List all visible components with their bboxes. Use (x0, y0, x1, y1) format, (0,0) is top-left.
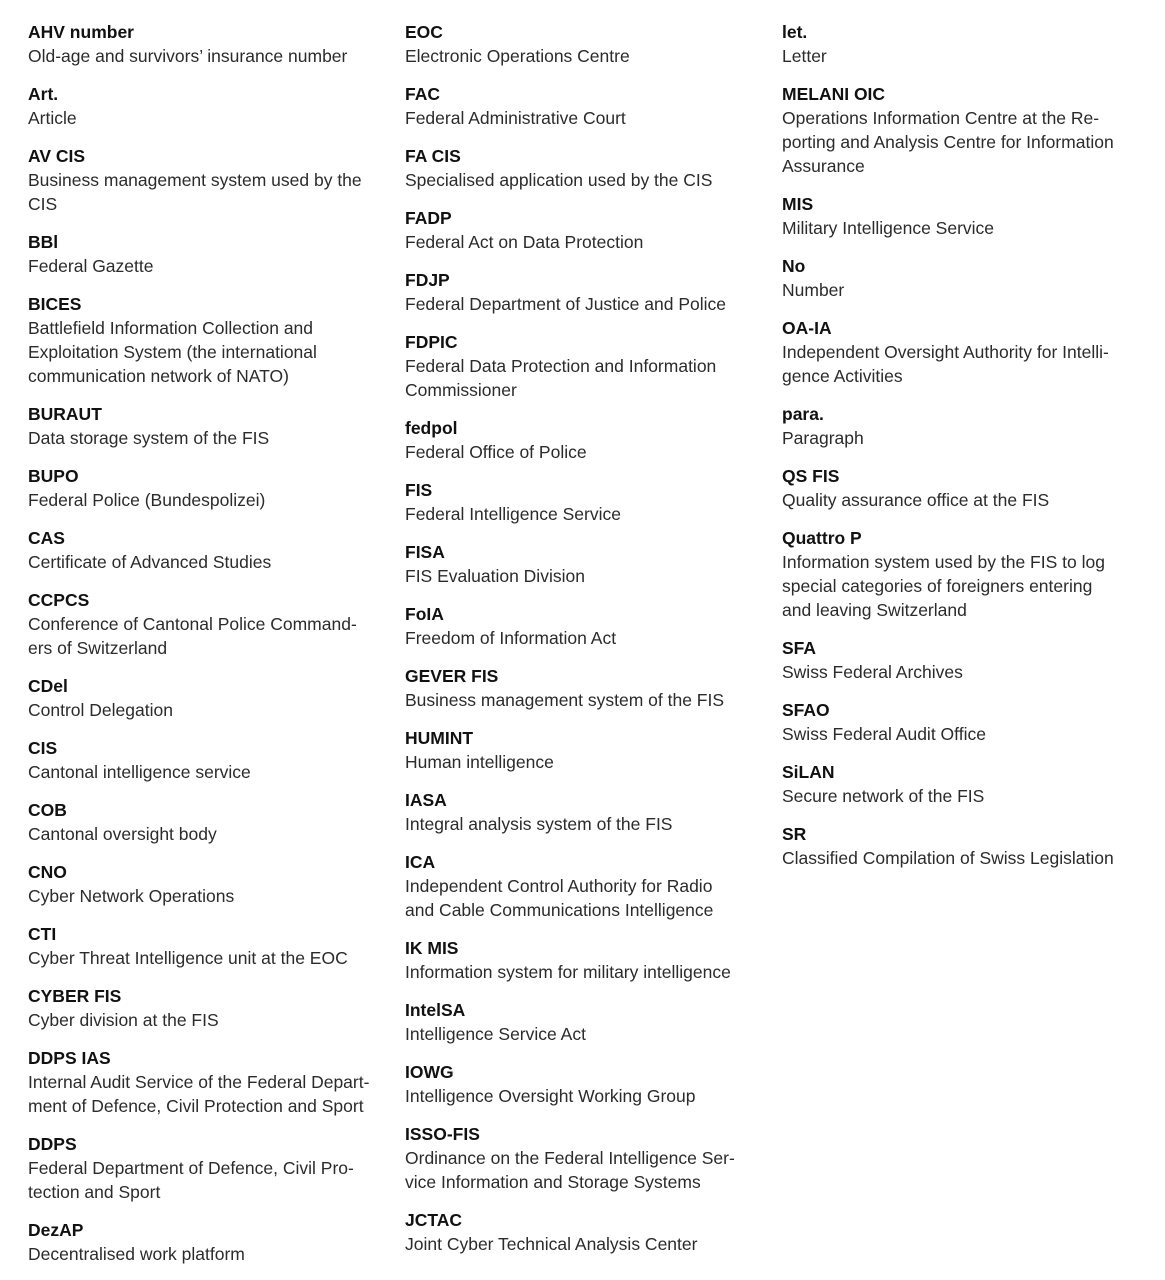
abbreviation-definition-line: Freedom of Information Act (405, 628, 617, 648)
abbreviation-term: FISA (405, 542, 445, 562)
glossary-entry (28, 464, 378, 512)
abbreviation-term: OA-IA (782, 318, 832, 338)
abbreviation-definition-line: and leaving Switzerland (782, 600, 967, 620)
abbreviation-term: SR (782, 824, 807, 844)
abbreviation-definition-line: Swiss Federal Audit Office (782, 724, 986, 744)
abbreviation-term: IntelSA (405, 1000, 466, 1020)
glossary-entry (405, 1060, 755, 1108)
abbreviation-definition-line: Old-age and survivors’ insurance number (28, 46, 348, 66)
glossary-entry (405, 268, 755, 316)
abbreviation-term: para. (782, 404, 824, 424)
glossary-entry (405, 726, 755, 774)
abbreviation-definition-line: Military Intelligence Service (782, 218, 995, 238)
glossary-entry (782, 464, 1132, 512)
glossary-column-2 (405, 20, 755, 1270)
glossary-entry (782, 526, 1132, 622)
abbreviation-term: BBl (28, 232, 59, 252)
abbreviation-definition-line: Independent Oversight Authority for Intelli- (782, 342, 1109, 362)
abbreviation-definition-line: ers of Switzerland (28, 638, 168, 658)
glossary-entry (782, 760, 1132, 808)
abbreviation-term: FIS (405, 480, 433, 500)
abbreviation-definition-line: Conference of Cantonal Police Command- (28, 614, 357, 634)
glossary-entry (28, 20, 378, 68)
glossary-entry (28, 1132, 378, 1204)
abbreviation-definition-line: Intelligence Service Act (405, 1024, 586, 1044)
abbreviation-term: DDPS IAS (28, 1048, 111, 1068)
abbreviation-term: FAC (405, 84, 440, 104)
abbreviation-term: DezAP (28, 1220, 84, 1240)
abbreviation-definition-line: Federal Act on Data Protection (405, 232, 644, 252)
glossary-entry (782, 822, 1132, 870)
abbreviation-term: BUPO (28, 466, 79, 486)
glossary-entry (28, 1218, 378, 1266)
glossary-entry (782, 82, 1132, 178)
glossary-entry (405, 540, 755, 588)
abbreviation-term: ISSO-FIS (405, 1124, 480, 1144)
glossary-entry (405, 478, 755, 526)
abbreviation-definition-line: Classified Compilation of Swiss Legislation (782, 848, 1114, 868)
glossary-entry (405, 206, 755, 254)
abbreviation-definition-line: gence Activities (782, 366, 903, 386)
abbreviation-term: IASA (405, 790, 447, 810)
glossary-entry (28, 292, 378, 388)
abbreviation-definition-line: Specialised application used by the CIS (405, 170, 713, 190)
abbreviation-definition-line: Quality assurance office at the FIS (782, 490, 1050, 510)
glossary-entry (405, 416, 755, 464)
abbreviation-term: FDJP (405, 270, 450, 290)
glossary-entry (28, 82, 378, 130)
abbreviation-term: SFA (782, 638, 817, 658)
abbreviation-term: BICES (28, 294, 82, 314)
abbreviation-definition-line: Federal Department of Justice and Police (405, 294, 726, 314)
abbreviation-term: EOC (405, 22, 443, 42)
glossary-entry (405, 602, 755, 650)
abbreviation-definition-line: Intelligence Oversight Working Group (405, 1086, 696, 1106)
glossary-entry (28, 798, 378, 846)
abbreviation-definition-line: Article (28, 108, 77, 128)
abbreviation-term: CAS (28, 528, 65, 548)
abbreviation-definition-line: communication network of NATO) (28, 366, 289, 386)
abbreviation-definition-line: porting and Analysis Centre for Information (782, 132, 1114, 152)
abbreviation-term: MIS (782, 194, 814, 214)
abbreviation-definition-line: FIS Evaluation Division (405, 566, 585, 586)
abbreviation-term: No (782, 256, 806, 276)
abbreviation-definition-line: Secure network of the FIS (782, 786, 985, 806)
glossary-entry (405, 998, 755, 1046)
abbreviation-definition-line: Business management system used by the (28, 170, 362, 190)
abbreviation-definition-line: Electronic Operations Centre (405, 46, 630, 66)
glossary-entry (405, 850, 755, 922)
abbreviation-definition-line: Certificate of Advanced Studies (28, 552, 272, 572)
glossary-entry (28, 144, 378, 216)
glossary-entry (28, 1046, 378, 1118)
abbreviation-term: IOWG (405, 1062, 454, 1082)
glossary-entry (782, 254, 1132, 302)
abbreviation-definition-line: Commissioner (405, 380, 517, 400)
glossary-entry (405, 788, 755, 836)
glossary-entry (28, 860, 378, 908)
abbreviation-term: FoIA (405, 604, 444, 624)
glossary-entry (28, 674, 378, 722)
abbreviation-term: CIS (28, 738, 58, 758)
abbreviation-definition-line: Human intelligence (405, 752, 554, 772)
glossary-entry (28, 526, 378, 574)
abbreviation-term: MELANI OIC (782, 84, 886, 104)
abbreviation-definition-line: Information system used by the FIS to log (782, 552, 1105, 572)
abbreviation-term: FDPIC (405, 332, 458, 352)
glossary-entry (405, 664, 755, 712)
glossary-entry (28, 984, 378, 1032)
abbreviation-definition-line: Cantonal oversight body (28, 824, 217, 844)
glossary-entry (782, 20, 1132, 68)
abbreviation-definition-line: Federal Police (Bundespolizei) (28, 490, 266, 510)
glossary-entry (782, 402, 1132, 450)
abbreviation-definition-line: Cantonal intelligence service (28, 762, 251, 782)
abbreviation-definition-line: Federal Office of Police (405, 442, 587, 462)
abbreviation-definition-line: Cyber division at the FIS (28, 1010, 219, 1030)
abbreviation-term: JCTAC (405, 1210, 463, 1230)
abbreviation-term: COB (28, 800, 67, 820)
abbreviation-definition-line: Paragraph (782, 428, 864, 448)
abbreviation-term: SFAO (782, 700, 830, 720)
abbreviation-definition-line: CIS (28, 194, 58, 214)
glossary-entry (782, 192, 1132, 240)
abbreviation-definition-line: Control Delegation (28, 700, 173, 720)
glossary-entry (28, 588, 378, 660)
abbreviation-definition-line: Internal Audit Service of the Federal Depart- (28, 1072, 370, 1092)
abbreviation-definition-line: Joint Cyber Technical Analysis Center (405, 1234, 698, 1254)
abbreviation-definition-line: Federal Department of Defence, Civil Pro- (28, 1158, 354, 1178)
glossary-entry (405, 936, 755, 984)
abbreviation-definition-line: Number (782, 280, 845, 300)
abbreviation-definition-line: Independent Control Authority for Radio (405, 876, 713, 896)
abbreviation-definition-line: Letter (782, 46, 827, 66)
abbreviation-definition-line: tection and Sport (28, 1182, 161, 1202)
abbreviation-term: CDel (28, 676, 68, 696)
abbreviation-definition-line: ment of Defence, Civil Protection and Sport (28, 1096, 364, 1116)
abbreviation-term: IK MIS (405, 938, 459, 958)
glossary-entry (782, 316, 1132, 388)
abbreviation-definition-line: special categories of foreigners entering (782, 576, 1093, 596)
glossary-entry (782, 698, 1132, 746)
abbreviation-term: CNO (28, 862, 67, 882)
glossary-entry (405, 82, 755, 130)
abbreviation-term: ICA (405, 852, 436, 872)
abbreviation-definition-line: Federal Intelligence Service (405, 504, 621, 524)
abbreviation-term: AV CIS (28, 146, 86, 166)
abbreviation-definition-line: Data storage system of the FIS (28, 428, 270, 448)
abbreviation-definition-line: Assurance (782, 156, 865, 176)
abbreviation-term: QS FIS (782, 466, 840, 486)
abbreviation-term: AHV number (28, 22, 134, 42)
abbreviation-term: DDPS (28, 1134, 77, 1154)
abbreviation-term: fedpol (405, 418, 458, 438)
abbreviation-definition-line: Cyber Network Operations (28, 886, 235, 906)
abbreviation-term: let. (782, 22, 808, 42)
abbreviation-definition-line: Federal Data Protection and Information (405, 356, 717, 376)
abbreviation-definition-line: Federal Gazette (28, 256, 154, 276)
glossary-entry (28, 402, 378, 450)
abbreviation-term: CCPCS (28, 590, 90, 610)
abbreviation-definition-line: vice Information and Storage Systems (405, 1172, 701, 1192)
abbreviation-definition-line: Federal Administrative Court (405, 108, 626, 128)
abbreviation-term: BURAUT (28, 404, 102, 424)
glossary-entry (28, 736, 378, 784)
glossary-entry (405, 330, 755, 402)
abbreviation-definition-line: Operations Information Centre at the Re- (782, 108, 1100, 128)
glossary-entry (782, 636, 1132, 684)
glossary-entry (28, 922, 378, 970)
glossary-column-1 (28, 20, 378, 1280)
abbreviation-term: FA CIS (405, 146, 461, 166)
abbreviation-term: GEVER FIS (405, 666, 499, 686)
glossary-entry (405, 1122, 755, 1194)
abbreviation-definition-line: Decentralised work platform (28, 1244, 245, 1264)
abbreviation-term: Art. (28, 84, 59, 104)
abbreviation-definition-line: Exploitation System (the international (28, 342, 317, 362)
abbreviation-definition-line: Cyber Threat Intelligence unit at the EOC (28, 948, 348, 968)
abbreviation-definition-line: Swiss Federal Archives (782, 662, 963, 682)
abbreviation-definition-line: Ordinance on the Federal Intelligence Ser- (405, 1148, 735, 1168)
glossary-entry (405, 1208, 755, 1256)
abbreviation-definition-line: Battlefield Information Collection and (28, 318, 314, 338)
abbreviation-definition-line: Business management system of the FIS (405, 690, 725, 710)
abbreviation-term: FADP (405, 208, 452, 228)
abbreviation-term: CYBER FIS (28, 986, 122, 1006)
abbreviation-definition-line: Integral analysis system of the FIS (405, 814, 673, 834)
abbreviation-definition-line: Information system for military intelligence (405, 962, 731, 982)
glossary-entry (405, 20, 755, 68)
abbreviation-definition-line: and Cable Communications Intelligence (405, 900, 714, 920)
glossary-entry (28, 230, 378, 278)
abbreviation-term: HUMINT (405, 728, 474, 748)
abbreviation-term: Quattro P (782, 528, 862, 548)
glossary-column-3 (782, 20, 1132, 884)
abbreviation-term: CTI (28, 924, 57, 944)
glossary-entry (405, 144, 755, 192)
abbreviation-term: SiLAN (782, 762, 835, 782)
